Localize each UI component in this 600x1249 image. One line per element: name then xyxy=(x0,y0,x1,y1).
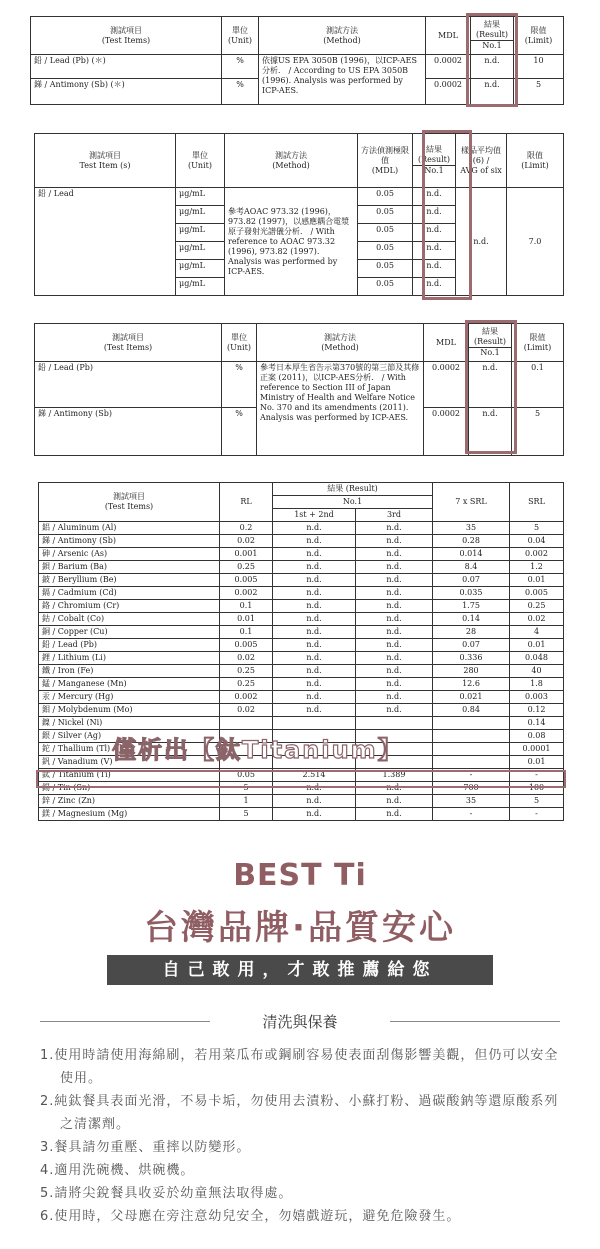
cell-srl7: 12.6 xyxy=(433,678,510,691)
cell-mdl: 0.05 xyxy=(358,206,413,224)
table-row xyxy=(39,613,564,626)
cell-limit: 10 xyxy=(514,55,564,79)
header-no: No.1 xyxy=(273,496,433,509)
cell-srl: 100 xyxy=(510,782,564,795)
cell-srl7: 0.07 xyxy=(433,574,510,587)
care-title: 清洗與保養 xyxy=(262,1013,338,1031)
cell-third: n.d. xyxy=(356,535,433,548)
cell-third: n.d. xyxy=(356,691,433,704)
cell-mdl: 0.05 xyxy=(358,242,413,260)
cell-srl7: 1.75 xyxy=(433,600,510,613)
cell-srl: 0.005 xyxy=(510,587,564,600)
header-unit: 單位 (Unit) xyxy=(176,134,225,188)
header-item: 測試項目 (Test Items) xyxy=(39,483,220,522)
cell-first: 2.514 xyxy=(273,769,356,782)
table-header-row xyxy=(31,17,564,55)
cell-item: 鉻 / Chromium (Cr) xyxy=(39,600,220,613)
table-row xyxy=(39,808,564,821)
cell-srl7: 8.4 xyxy=(433,561,510,574)
table-row xyxy=(39,548,564,561)
cell-item: 鉛 / Lead xyxy=(35,188,176,296)
header-limit: 限值 (Limit) xyxy=(512,324,564,362)
table-header-row xyxy=(35,134,564,188)
cell-mdl: 0.05 xyxy=(358,278,413,296)
header-method: 測試方法 (Method) xyxy=(225,134,358,188)
table-header-row xyxy=(39,483,564,496)
cell-unit: μg/mL xyxy=(176,242,225,260)
table-row xyxy=(39,717,564,730)
cell-srl: 0.02 xyxy=(510,613,564,626)
care-item: 5.請將尖銳餐具收妥於幼童無法取得處。 xyxy=(40,1186,293,1201)
table-row xyxy=(39,691,564,704)
table-row xyxy=(39,587,564,600)
cell-first: n.d. xyxy=(273,587,356,600)
cell-rl: 0.002 xyxy=(220,587,273,600)
cell-rl: 5 xyxy=(220,808,273,821)
cell-srl7 xyxy=(433,756,510,769)
cell-unit: % xyxy=(222,408,257,456)
cell-item: 銅 / Copper (Cu) xyxy=(39,626,220,639)
header-result-label: 結果 (Result) xyxy=(417,145,451,164)
cell-first: n.d. xyxy=(273,626,356,639)
cell-mdl: 0.05 xyxy=(358,224,413,242)
table-row xyxy=(39,665,564,678)
cell-mdl: 0.05 xyxy=(358,188,413,206)
cell-rl xyxy=(220,717,273,730)
cell-first xyxy=(273,717,356,730)
cell-rl: 0.02 xyxy=(220,704,273,717)
cell-item: 鉬 / Molybdenum (Mo) xyxy=(39,704,220,717)
header-item: 測試項目 (Test Items) xyxy=(35,324,222,362)
brand-slogan: 台灣品牌·品質安心 xyxy=(144,908,456,948)
cell-item: 釩 / Vanadium (V) xyxy=(39,756,220,769)
cell-item: 鎘 / Cadmium (Cd) xyxy=(39,587,220,600)
header-result-label: 結果 (Result) xyxy=(473,327,507,346)
cell-mdl: 0.0002 xyxy=(424,408,469,456)
table-row xyxy=(35,362,564,408)
cell-first: n.d. xyxy=(273,574,356,587)
header-result xyxy=(413,134,456,188)
cell-first: n.d. xyxy=(273,600,356,613)
cell-third: n.d. xyxy=(356,704,433,717)
header-result-label: 結果 (Result) xyxy=(475,20,509,39)
cell-item: 鉛 / Lead (Pb) xyxy=(39,639,220,652)
cell-result: n.d. xyxy=(413,224,456,242)
cell-first: n.d. xyxy=(273,535,356,548)
table-row xyxy=(31,55,564,79)
table-body xyxy=(39,522,564,821)
cell-result: n.d. xyxy=(413,188,456,206)
cell-unit: μg/mL xyxy=(176,224,225,242)
table-header-row xyxy=(35,324,564,362)
table-row xyxy=(39,704,564,717)
table-row xyxy=(39,626,564,639)
care-item: 2.純鈦餐具表面光滑，不易卡垢，勿使用去漬粉、小蘇打粉、過碳酸鈉等還原酸系列之清潔劑。 xyxy=(40,1094,559,1132)
cell-item: 鋰 / Lithium (Li) xyxy=(39,652,220,665)
cell-method: 參考日本厚生省告示第370號的第三節及其修正案 (2011)，以ICP-AES分析． / With reference to Section III of Japan Ministry of Health and Welfare Notice No. 370 and its amendments (2011). Analysis was performed by ICP-AES. xyxy=(257,362,424,456)
cell-srl7: 0.07 xyxy=(433,639,510,652)
cell-srl: 1.2 xyxy=(510,561,564,574)
cell-third: n.d. xyxy=(356,678,433,691)
cell-third: n.d. xyxy=(356,639,433,652)
cell-item: 鉈 / Thallium (Tl) xyxy=(39,743,220,756)
cell-srl: 0.25 xyxy=(510,600,564,613)
cell-result: n.d. xyxy=(413,278,456,296)
cell-item: 鉛 / Lead (Pb) (＊) xyxy=(31,55,222,79)
care-item: 4.適用洗碗機、烘碗機。 xyxy=(40,1163,195,1178)
cell-srl: 4 xyxy=(510,626,564,639)
header-result xyxy=(469,324,512,362)
cell-third: n.d. xyxy=(356,626,433,639)
cell-avg: n.d. xyxy=(456,188,507,296)
cell-item: 銀 / Silver (Ag) xyxy=(39,730,220,743)
cell-rl: 0.25 xyxy=(220,678,273,691)
cell-first: n.d. xyxy=(273,704,356,717)
cell-item: 鈷 / Cobalt (Co) xyxy=(39,613,220,626)
cell-third: n.d. xyxy=(356,613,433,626)
cell-item: 鋇 / Barium (Ba) xyxy=(39,561,220,574)
header-result xyxy=(471,17,514,55)
cell-rl: 0.002 xyxy=(220,691,273,704)
cell-srl7: 280 xyxy=(433,665,510,678)
header-avg: 樣品平均值(6) / AVG of six xyxy=(456,134,507,188)
cell-third: n.d. xyxy=(356,548,433,561)
cell-result: n.d. xyxy=(413,242,456,260)
cell-item: 鐵 / Iron (Fe) xyxy=(39,665,220,678)
header-unit: 單位 (Unit) xyxy=(222,324,257,362)
cell-third: n.d. xyxy=(356,808,433,821)
cell-rl: 1 xyxy=(220,795,273,808)
cell-rl: 5 xyxy=(220,782,273,795)
header-third: 3rd xyxy=(356,509,433,522)
brand-name: BEST Ti xyxy=(233,858,367,893)
header-no: No.1 xyxy=(471,40,513,51)
cell-srl7: 0.336 xyxy=(433,652,510,665)
header-srl: SRL xyxy=(510,483,564,522)
header-no: No.1 xyxy=(469,347,511,358)
cell-first: n.d. xyxy=(273,522,356,535)
cell-srl: 0.002 xyxy=(510,548,564,561)
cell-result: n.d. xyxy=(469,362,512,408)
table-row xyxy=(39,574,564,587)
cell-srl7: 0.014 xyxy=(433,548,510,561)
cell-rl: 0.001 xyxy=(220,548,273,561)
cell-srl7 xyxy=(433,743,510,756)
header-limit: 限值 (Limit) xyxy=(514,17,564,55)
cell-item: 鎳 / Nickel (Ni) xyxy=(39,717,220,730)
header-mdl: 方法偵測極限值 (MDL) xyxy=(358,134,413,188)
cell-third: n.d. xyxy=(356,600,433,613)
cell-rl: 0.005 xyxy=(220,639,273,652)
care-item: 3.餐具請勿重壓、重摔以防變形。 xyxy=(40,1140,251,1155)
cell-rl: 0.1 xyxy=(220,600,273,613)
cell-item: 銻 / Antimony (Sb) xyxy=(39,535,220,548)
cell-limit: 0.1 xyxy=(512,362,564,408)
table-row xyxy=(39,769,564,782)
cell-item: 汞 / Mercury (Hg) xyxy=(39,691,220,704)
cell-rl: 0.1 xyxy=(220,626,273,639)
cell-rl: 0.25 xyxy=(220,665,273,678)
cell-item: 鈹 / Beryllium (Be) xyxy=(39,574,220,587)
cell-first: n.d. xyxy=(273,665,356,678)
table-row xyxy=(35,188,564,206)
table-row xyxy=(39,522,564,535)
care-list xyxy=(40,1044,570,1228)
cell-mdl: 0.0002 xyxy=(426,55,471,79)
cell-unit: μg/mL xyxy=(176,188,225,206)
cell-rl: 0.02 xyxy=(220,652,273,665)
care-item: 6.使用時，父母應在旁注意幼兒安全，勿嬉戲遊玩，避免危險發生。 xyxy=(40,1209,461,1224)
cell-srl: 0.04 xyxy=(510,535,564,548)
cell-srl: 0.12 xyxy=(510,704,564,717)
table-row xyxy=(39,652,564,665)
header-mdl: MDL xyxy=(424,324,469,362)
header-mdl: MDL xyxy=(426,17,471,55)
care-item: 1.使用時請使用海綿刷，若用菜瓜布或鋼刷容易使表面刮傷影響美觀，但仍可以安全使用。 xyxy=(40,1048,559,1086)
header-no: No.1 xyxy=(413,165,455,176)
cell-item: 錳 / Manganese (Mn) xyxy=(39,678,220,691)
cell-first: n.d. xyxy=(273,691,356,704)
cell-result: n.d. xyxy=(469,408,512,456)
test-table-3 xyxy=(34,323,564,456)
cell-srl7: - xyxy=(433,808,510,821)
header-method: 測試方法 (Method) xyxy=(257,324,424,362)
header-limit: 限值 (Limit) xyxy=(507,134,564,188)
cell-first: n.d. xyxy=(273,613,356,626)
table-row xyxy=(39,639,564,652)
cell-rl: 0.2 xyxy=(220,522,273,535)
cell-third: n.d. xyxy=(356,522,433,535)
cell-third: n.d. xyxy=(356,587,433,600)
cell-result: n.d. xyxy=(471,79,514,105)
cell-srl7: 0.84 xyxy=(433,704,510,717)
cell-srl: 0.14 xyxy=(510,717,564,730)
cell-srl: - xyxy=(510,808,564,821)
cell-limit: 7.0 xyxy=(507,188,564,296)
cell-first: n.d. xyxy=(273,795,356,808)
cell-limit: 5 xyxy=(514,79,564,105)
cell-rl: 0.02 xyxy=(220,535,273,548)
section-divider-right xyxy=(390,1021,560,1022)
cell-item: 砷 / Arsenic (As) xyxy=(39,548,220,561)
cell-item: 鈦 / Titanium (Ti) xyxy=(39,769,220,782)
cell-item: 錫 / Tin (Sn) xyxy=(39,782,220,795)
cell-mdl: 0.05 xyxy=(358,260,413,278)
cell-third: n.d. xyxy=(356,665,433,678)
cell-srl7: 700 xyxy=(433,782,510,795)
cell-srl7: 0.021 xyxy=(433,691,510,704)
test-table-2 xyxy=(34,133,564,296)
cell-srl: 0.0001 xyxy=(510,743,564,756)
cell-item: 鉛 / Lead (Pb) xyxy=(35,362,222,408)
cell-srl: 0.003 xyxy=(510,691,564,704)
overlay-caption: 僅析出【鈦Titanium】 xyxy=(112,736,404,764)
cell-unit: μg/mL xyxy=(176,278,225,296)
cell-mdl: 0.0002 xyxy=(424,362,469,408)
cell-item: 銻 / Antimony (Sb) xyxy=(35,408,222,456)
cell-srl: 0.048 xyxy=(510,652,564,665)
header-result: 結果 (Result) xyxy=(273,483,433,496)
cell-result: n.d. xyxy=(413,206,456,224)
cell-unit: μg/mL xyxy=(176,260,225,278)
cell-rl: 0.25 xyxy=(220,561,273,574)
header-rl: RL xyxy=(220,483,273,522)
cell-srl7 xyxy=(433,717,510,730)
cell-srl7: 28 xyxy=(433,626,510,639)
cell-unit: % xyxy=(222,79,259,105)
cell-rl: 0.005 xyxy=(220,574,273,587)
cell-first: n.d. xyxy=(273,678,356,691)
header-item: 測試項目 (Test Items) xyxy=(31,17,222,55)
cell-srl7: 0.28 xyxy=(433,535,510,548)
table-row xyxy=(39,600,564,613)
cell-result: n.d. xyxy=(413,260,456,278)
cell-first: n.d. xyxy=(273,561,356,574)
cell-first: n.d. xyxy=(273,548,356,561)
cell-third: n.d. xyxy=(356,782,433,795)
cell-third: n.d. xyxy=(356,652,433,665)
cell-third: n.d. xyxy=(356,574,433,587)
table-row xyxy=(39,678,564,691)
header-unit: 單位 (Unit) xyxy=(222,17,259,55)
cell-unit: % xyxy=(222,362,257,408)
cell-result: n.d. xyxy=(471,55,514,79)
cell-srl: - xyxy=(510,769,564,782)
table-row xyxy=(39,782,564,795)
cell-method: 依據US EPA 3050B (1996)，以ICP-AES分析． / According to US EPA 3050B (1996). Analysis was performed by ICP-AES. xyxy=(259,55,426,105)
cell-srl7: 35 xyxy=(433,795,510,808)
test-table-1 xyxy=(30,16,564,105)
cell-mdl: 0.0002 xyxy=(426,79,471,105)
header-method: 測試方法 (Method) xyxy=(259,17,426,55)
cell-third: 1.389 xyxy=(356,769,433,782)
cell-limit: 5 xyxy=(512,408,564,456)
cell-first: n.d. xyxy=(273,639,356,652)
cell-method: 參考AOAC 973.32 (1996)，973.82 (1997)，以感應耦合電漿原子發射光譜儀分析． / With reference to AOAC 973.32 (1996), 973.82 (1997). Analysis was performed by ICP-AES. xyxy=(225,188,358,296)
cell-srl7: 35 xyxy=(433,522,510,535)
cell-srl: 1.8 xyxy=(510,678,564,691)
cell-srl: 5 xyxy=(510,522,564,535)
cell-srl: 0.01 xyxy=(510,756,564,769)
cell-srl7: - xyxy=(433,769,510,782)
cell-srl: 0.08 xyxy=(510,730,564,743)
cell-srl: 40 xyxy=(510,665,564,678)
cell-third: n.d. xyxy=(356,795,433,808)
cell-srl: 0.01 xyxy=(510,639,564,652)
cell-srl7: 0.14 xyxy=(433,613,510,626)
cell-first: n.d. xyxy=(273,652,356,665)
header-item: 測試項目 Test Item (s) xyxy=(35,134,176,188)
cell-srl: 5 xyxy=(510,795,564,808)
cell-unit: % xyxy=(222,55,259,79)
cell-srl7: 0.035 xyxy=(433,587,510,600)
cell-srl: 0.01 xyxy=(510,574,564,587)
table-row xyxy=(39,795,564,808)
cell-third xyxy=(356,717,433,730)
cell-rl: 0.05 xyxy=(220,769,273,782)
header-srl7: 7 x SRL xyxy=(433,483,510,522)
brand-banner: 自己敢用，才敢推薦給您 xyxy=(107,955,493,985)
cell-third: n.d. xyxy=(356,561,433,574)
cell-srl7 xyxy=(433,730,510,743)
cell-first: n.d. xyxy=(273,782,356,795)
cell-first: n.d. xyxy=(273,808,356,821)
cell-unit: μg/mL xyxy=(176,206,225,224)
table-row xyxy=(39,535,564,548)
cell-item: 銻 / Antimony (Sb) (＊) xyxy=(31,79,222,105)
test-table-4 xyxy=(38,482,564,821)
cell-rl: 0.01 xyxy=(220,613,273,626)
cell-item: 鋁 / Aluminum (Al) xyxy=(39,522,220,535)
cell-item: 鎂 / Magnesium (Mg) xyxy=(39,808,220,821)
table-row xyxy=(39,561,564,574)
cell-item: 鋅 / Zinc (Zn) xyxy=(39,795,220,808)
header-first: 1st + 2nd xyxy=(273,509,356,522)
